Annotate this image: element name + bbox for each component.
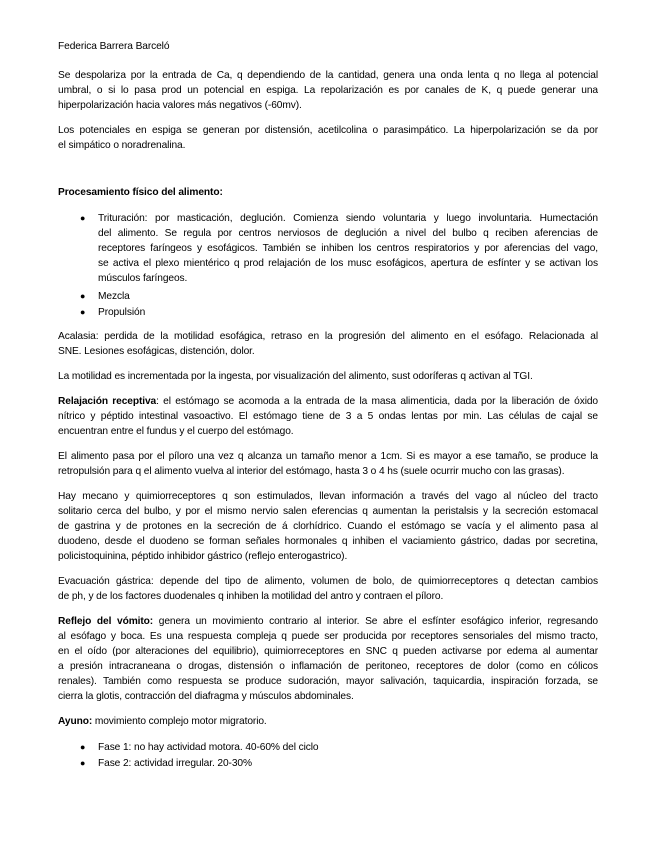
bullet-icon: ●: [80, 291, 86, 301]
bullet-icon: ●: [80, 307, 86, 317]
list-item: Propulsión: [98, 307, 146, 318]
paragraph-motilidad: La motilidad es incrementada por la ingesta, por visualización del alimento, sust odoríferas q activan al TGI.: [58, 371, 533, 382]
paragraph-line: policistoquinina, péptido inhibidor gástrico (reflejo enterogastrico).: [58, 551, 348, 562]
bullet-icon: ●: [80, 213, 86, 223]
paragraph-ayuno: [58, 715, 598, 728]
term-ayuno: Ayuno:: [58, 716, 93, 727]
paragraph-line: en el oído (por alteraciones del equilibrio), quimiorreceptores en SNC q pueden activarse por edema al aumentar: [58, 646, 598, 657]
paragraph-line: hiperpolarización hacia valores más negativos (-60mv).: [58, 100, 302, 111]
paragraph-line: nítrico y péptido intestinal vasoactivo. El estómago tiene de 3 a 5 ondas lentas por min. Las células de cajal se: [58, 411, 598, 422]
paragraph-line: duodeno, desde el duodeno se forman señales hormonales q inhiben el vaciamiento gástrico, dadas por secretina,: [58, 536, 598, 547]
list-item: Mezcla: [98, 291, 130, 302]
list-item-line: del alimento. Se regula por centros nerviosos de deglución a nivel del bulbo q reciben aferencias de: [98, 228, 598, 239]
paragraph-line: solitario cerca del bulbo, y por el mismo nervio salen eferencias q aumentan la peristalsis y la secreción estomacal: [58, 506, 598, 517]
paragraph-line: umbral, o si lo pasa prod un potencial en espiga. La repolarización es por canales de K, q puede generar una: [58, 85, 598, 96]
list-item: Fase 1: no hay actividad motora. 40-60% del ciclo: [98, 742, 319, 753]
paragraph-line: SNE. Lesiones esofágicas, distención, dolor.: [58, 346, 255, 357]
paragraph-line: Acalasia: perdida de la motilidad esofágica, retraso en la progresión del alimento en el esófago. Relacionada al: [58, 331, 598, 342]
paragraph-line: Se despolariza por la entrada de Ca, q dependiendo de la cantidad, genera una onda lenta q no llega al potencial: [58, 70, 598, 81]
list-item-line: Trituración: por masticación, deglución. Comienza siendo voluntaria y luego involuntaria. Humectación: [98, 213, 598, 224]
list-item-line: receptores faríngeos y esofágicos. También se inhiben los centros respiratorios y por aferencias del vago,: [98, 243, 598, 254]
paragraph-line: el simpático o noradrenalina.: [58, 140, 186, 151]
paragraph-line: encuentran entre el fundus y el cuerpo del estómago.: [58, 426, 294, 437]
heading-procesamiento: Procesamiento físico del alimento:: [58, 187, 223, 198]
paragraph-line: El alimento pasa por el píloro una vez q alcanza un tamaño menor a 1cm. Si es mayor a ese tamaño, se produce la: [58, 451, 598, 462]
paragraph-text: movimiento complejo motor migratorio.: [92, 716, 267, 727]
paragraph-line: retropulsión para q el alimento vuelva al interior del estómago, hasta 3 o 4 hs (suele ocurrir mucho con las grasas).: [58, 466, 565, 477]
term-relajacion: Relajación receptiva: [58, 396, 157, 407]
paragraph-line: [58, 395, 598, 408]
list-item-line: se activa el plexo mientérico q prod relajación de los musc esofágicos, apertura de esfínter y se activan los: [98, 258, 598, 269]
bullet-icon: ●: [80, 742, 86, 752]
paragraph-line: Los potenciales en espiga se generan por distensión, acetilcolina o parasimpático. La hiperpolarización se da por: [58, 125, 598, 136]
paragraph-line: al esófago y boca. Es una respuesta compleja q puede ser producida por receptores sensoriales del mismo tracto,: [58, 631, 598, 642]
bullet-icon: ●: [80, 758, 86, 768]
paragraph-line: Hay mecano y quimiorreceptores q son estimulados, llevan información a través del vago al núcleo del tracto: [58, 491, 598, 502]
paragraph-line: Evacuación gástrica: depende del tipo de alimento, volumen de bolo, de quimiorreceptores q detectan cambios: [58, 576, 598, 587]
paragraph-line: renales). También como respuesta se produce sudoración, mayor salivación, taquicardia, inspiración forzada, se: [58, 676, 598, 687]
paragraph-text: genera un movimiento contrario al interior. Se abre el esfínter esofágico inferior, regresando: [153, 616, 598, 627]
list-item-line: músculos faríngeos.: [98, 273, 188, 284]
author-name: Federica Barrera Barceló: [58, 41, 170, 52]
paragraph-line: [58, 615, 598, 628]
term-reflejo: Reflejo del vómito:: [58, 616, 154, 627]
paragraph-line: de gastrina y de protones en la secreción de á clorhídrico. Cuando el estómago se vacía y el alimento pasa al: [58, 521, 598, 532]
paragraph-text: : el estómago se acomoda a la entrada de la masa alimenticia, dada por la liberación de óxido: [156, 396, 599, 407]
paragraph-line: de ph, y de los factores duodenales q inhiben la motilidad del antro y contraen el píloro.: [58, 591, 444, 602]
list-item: Fase 2: actividad irregular. 20-30%: [98, 758, 252, 769]
paragraph-line: cierra la glotis, contracción del diafragma y músculos abdominales.: [58, 691, 354, 702]
paragraph-line: a presión intracraneana o drogas, distensión o inflamación de peritoneo, receptores de dolor (como en cólicos: [58, 661, 598, 672]
